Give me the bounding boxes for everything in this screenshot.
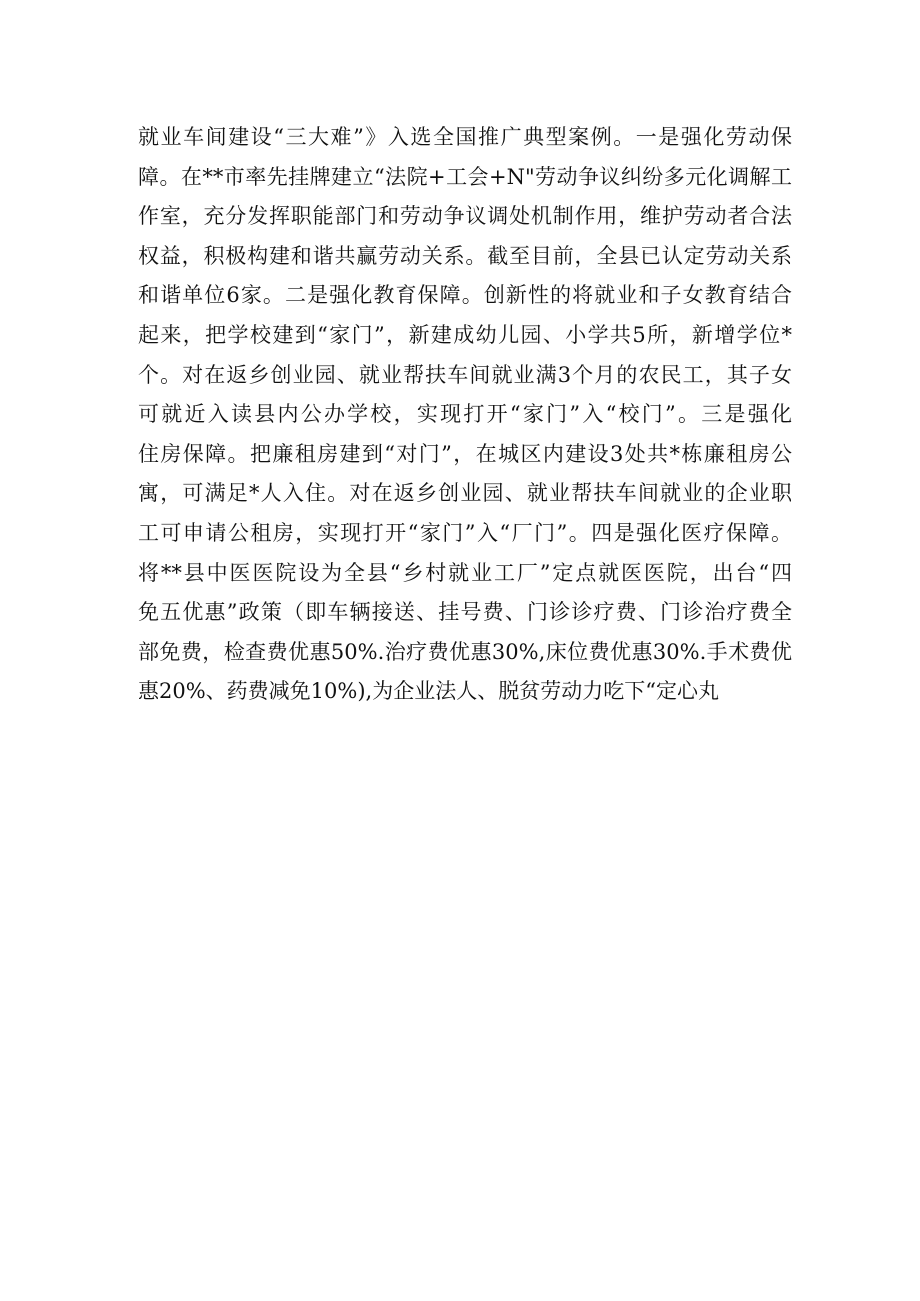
text-line: 障。在**市率先挂牌建立“法院+工会+N"劳动争议纠纷多元化调解工 <box>138 164 792 189</box>
text-line: 权益，积极构建和谐共赢劳动关系。截至目前，全县已认定劳动关系 <box>138 243 792 268</box>
text-line: 个。对在返乡创业园、就业帮扶车间就业满3个月的农民工，其子女 <box>138 362 792 387</box>
text-line: 寓，可满足*人入住。对在返乡创业园、就业帮扶车间就业的企业职 <box>138 481 792 506</box>
text-line: 住房保障。把廉租房建到“对门”，在城区内建设3处共*栋廉租房公 <box>138 441 792 466</box>
text-line: 就业车间建设“三大难”》入选全国推广典型案例。一是强化劳动保 <box>138 125 792 149</box>
text-line: 部免费，检查费优惠50%.治疗费优惠30%,床位费优惠30%.手术费优 <box>138 639 792 664</box>
text-line: 将**县中医医院设为全县“乡村就业工厂”定点就医医院，出台“四 <box>138 560 792 585</box>
text-line: 和谐单位6家。二是强化教育保障。创新性的将就业和子女教育结合 <box>138 283 792 308</box>
text-line: 起来，把学校建到“家门”，新建成幼儿园、小学共5所，新增学位* <box>138 322 792 347</box>
body-text <box>138 118 792 712</box>
text-line: 免五优惠”政策（即车辆接送、挂号费、门诊诊疗费、门诊治疗费全 <box>138 600 792 625</box>
text-line: 工可申请公租房，实现打开“家门”入“厂门”。四是强化医疗保障。 <box>138 520 792 545</box>
text-line: 惠20%、药费减免10%),为企业法人、脱贫劳动力吃下“定心丸 <box>138 679 719 704</box>
text-line: 可就近入读县内公办学校，实现打开“家门”入“校门”。三是强化 <box>138 402 792 427</box>
text-line: 作室，充分发挥职能部门和劳动争议调处机制作用，维护劳动者合法 <box>138 204 792 229</box>
